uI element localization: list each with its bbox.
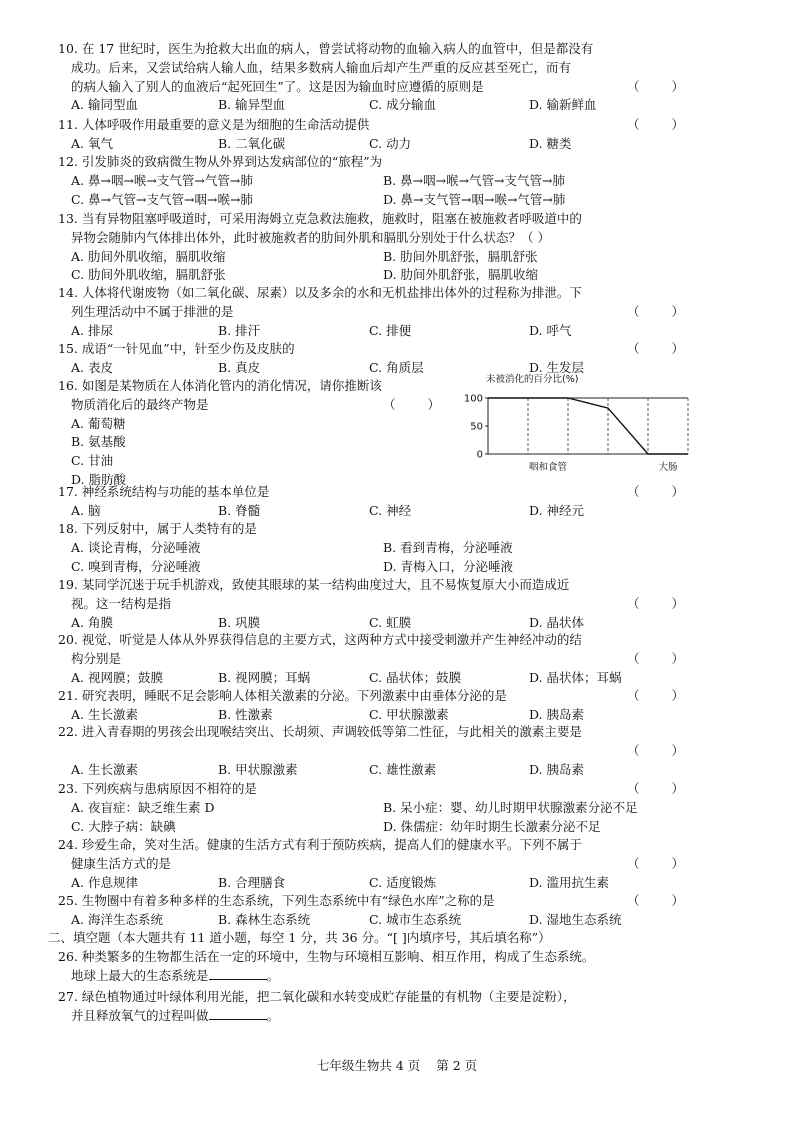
question-text: 的病人输入了别人的血液后“起死回生”了。这是因为输血时应遵循的原则是	[71, 78, 484, 94]
options	[58, 669, 698, 688]
option-a[interactable]: A. 角膜	[71, 614, 113, 630]
answer-paren[interactable]: （ ）	[627, 855, 698, 871]
section-title: 二、填空题（本大题共有 11 道小题，每空 1 分，共 36 分。“[ ]内填序号，其后填名称”）	[48, 930, 551, 945]
option-a[interactable]: A. 葡萄糖	[71, 415, 126, 431]
question-text: 地球上最大的生态系统是	[71, 967, 209, 983]
option-b[interactable]: B. 二氧化碳	[218, 135, 286, 151]
option-a[interactable]: A. 输同型血	[71, 97, 138, 113]
page-footer	[0, 1056, 794, 1074]
option-b[interactable]: B. 森林生态系统	[218, 911, 311, 927]
option-a[interactable]: A. 谈论青梅，分泌唾液	[71, 539, 201, 555]
option-a[interactable]: A. 表皮	[71, 359, 113, 375]
question-18	[58, 520, 698, 576]
options	[58, 248, 698, 267]
option-c[interactable]: C. 嗅到青梅，分泌唾液	[71, 558, 201, 574]
question-text: 14. 人体将代谢废物（如二氧化碳、尿素）以及多余的水和无机盐排出体外的过程称为排泄。下	[58, 285, 582, 300]
options	[58, 502, 698, 521]
option-b[interactable]: B. 甲状腺激素	[218, 761, 298, 777]
question-20	[58, 631, 698, 687]
question-24	[58, 836, 698, 892]
question-23	[58, 780, 698, 836]
question-text: 健康生活方式的是	[71, 855, 172, 871]
option-c[interactable]: C. 甘油	[71, 453, 114, 469]
option-d[interactable]: D. 胰岛素	[529, 761, 585, 777]
question-text: 并且释放氧气的过程叫做	[71, 1007, 209, 1023]
question-14	[58, 284, 698, 340]
option-a[interactable]: A. 生长激素	[71, 761, 138, 777]
option-d[interactable]: D. 鼻→支气管→咽→喉→气管→肺	[383, 191, 566, 207]
question-22	[58, 723, 698, 779]
option-c[interactable]: C. 角质层	[369, 359, 424, 375]
question-text: 12. 引发肺炎的致病微生物从外界到达发病部位的“旅程”为	[58, 154, 383, 169]
option-d[interactable]: D. 湿地生态系统	[529, 911, 622, 927]
answer-paren[interactable]: （ ）	[627, 893, 698, 908]
question-text: 物质消化后的最终产物是	[71, 396, 209, 412]
question-text: 15. 成语“一针见血”中，针至少伤及皮肤的	[58, 341, 295, 356]
options	[58, 761, 698, 780]
answer-blank[interactable]	[209, 1007, 267, 1020]
options	[58, 614, 698, 633]
options	[58, 96, 698, 115]
option-c[interactable]: C. 神经	[369, 502, 412, 518]
question-text: 20. 视觉、听觉是人体从外界获得信息的主要方式，这两种方式中接受刺激并产生神经冲动的结	[58, 632, 582, 647]
question-text: 构分别是	[71, 650, 122, 666]
answer-paren[interactable]: （ ）	[627, 742, 698, 758]
question-text: 。	[266, 1007, 280, 1023]
x-label: 咽和食管	[528, 462, 568, 473]
option-d[interactable]: D. 神经元	[529, 502, 585, 518]
question-text: 成功。后来，又尝试给病人输人血，结果多数病人输血后却产生严重的反应甚至死亡，而有	[71, 59, 572, 75]
question-text: 26. 种类繁多的生物都生活在一定的环境中，生物与环境相互影响、相互作用，构成了生态系统。	[58, 949, 595, 964]
option-d[interactable]: D. 晶状体	[529, 614, 585, 630]
option-d[interactable]: D. 脂肪酸	[71, 471, 127, 487]
option-a[interactable]: A. 海洋生态系统	[71, 911, 163, 927]
answer-paren[interactable]: （ ）	[627, 650, 698, 666]
x-label: 大肠	[658, 462, 678, 473]
question-text: 23. 下列疾病与患病原因不相符的是	[58, 781, 257, 796]
question-27	[58, 988, 698, 1026]
question-19	[58, 576, 698, 632]
option-a[interactable]: A. 生长激素	[71, 706, 138, 722]
options	[58, 799, 698, 818]
question-21	[58, 687, 698, 725]
options	[58, 706, 698, 725]
question-12	[58, 153, 698, 209]
question-text: 27. 绿色植物通过叶绿体利用光能，把二氧化碳和水转变成贮存能量的有机物（主要是淀粉），	[58, 989, 576, 1004]
question-16	[58, 377, 458, 490]
option-b[interactable]: B. 合理膳食	[218, 874, 286, 890]
option-a[interactable]: A. 鼻→咽→喉→支气管→气管→肺	[71, 172, 253, 188]
option-d[interactable]: D. 糖类	[529, 135, 572, 151]
option-d[interactable]: D. 呼气	[529, 322, 572, 338]
options	[58, 818, 698, 837]
option-a[interactable]: A. 视网膜；鼓膜	[71, 669, 163, 685]
question-text: 25. 生物圈中有着多种多样的生态系统，下列生态系统中有“绿色水库”之称的是	[58, 893, 495, 908]
answer-paren[interactable]: （ ）	[627, 484, 698, 499]
option-d[interactable]: D. 晶状体；耳蜗	[529, 669, 622, 685]
question-text: 16. 如图是某物质在人体消化管内的消化情况，请你推断该	[58, 378, 382, 393]
footer-total-pages: 七年级生物共 4 页	[316, 1058, 421, 1073]
option-c[interactable]: C. 大脖子病：缺碘	[71, 818, 176, 834]
question-10	[58, 40, 698, 115]
option-b[interactable]: B. 视网膜；耳蜗	[218, 669, 311, 685]
options	[58, 322, 698, 341]
option-a[interactable]: A. 脑	[71, 502, 101, 518]
question-text: 19. 某同学沉迷于玩手机游戏，致使其眼球的某一结构曲度过大，且不易恢复原大小而造成近	[58, 577, 570, 592]
option-c[interactable]: C. 鼻→气管→支气管→咽→喉→肺	[71, 191, 253, 207]
y-tick-label: 0	[476, 449, 483, 461]
question-text: 11. 人体呼吸作用最重要的意义是为细胞的生命活动提供	[58, 117, 370, 132]
option-b[interactable]: B. 排汗	[218, 322, 261, 338]
y-axis-title: 未被消化的百分比(%)	[486, 374, 579, 385]
option-d[interactable]: D. 肋间外肌舒张，膈肌收缩	[383, 267, 539, 283]
question-text: 列生理活动中不属于排泄的是	[71, 303, 234, 319]
option-a[interactable]: A. 排尿	[71, 322, 113, 338]
data-line	[488, 398, 688, 454]
answer-paren[interactable]: （ ）	[627, 688, 698, 703]
option-b[interactable]: B. 鼻→咽→喉→气管→支气管→肺	[383, 172, 566, 188]
y-tick-label: 50	[470, 421, 483, 433]
options	[58, 539, 698, 558]
option-c[interactable]: C. 适度锻炼	[369, 874, 437, 890]
option-d[interactable]: D. 生发层	[529, 359, 585, 375]
option-b[interactable]: B. 真皮	[218, 359, 261, 375]
option-a[interactable]: A. 夜盲症：缺乏维生素 D	[71, 799, 215, 815]
y-tick-label: 100	[463, 393, 483, 405]
option-b[interactable]: B. 脊髓	[218, 502, 261, 518]
digestion-chart	[456, 371, 702, 481]
answer-paren[interactable]: （ ）	[627, 303, 698, 319]
options	[58, 191, 698, 210]
option-c[interactable]: C. 甲状腺激素	[369, 706, 449, 722]
question-text: 18. 下列反射中，属于人类特有的是	[58, 521, 257, 536]
options	[58, 266, 698, 285]
option-c[interactable]: C. 肋间外肌收缩，膈肌舒张	[71, 267, 226, 283]
answer-paren[interactable]: （ ）	[627, 595, 698, 611]
question-text: 13. 当有异物阻塞呼吸道时，可采用海姆立克急救法施救，施救时，阻塞在被施救者呼吸道中的	[58, 211, 582, 226]
option-a[interactable]: A. 作息规律	[71, 874, 138, 890]
answer-blank[interactable]	[209, 967, 267, 980]
option-d[interactable]: D. 胰岛素	[529, 706, 585, 722]
option-b[interactable]: B. 巩膜	[218, 614, 261, 630]
option-b[interactable]: B. 肋间外肌舒张，膈肌舒张	[383, 248, 538, 264]
answer-paren[interactable]: （ ）	[627, 341, 698, 356]
option-c[interactable]: C. 虹膜	[369, 614, 412, 630]
answer-paren[interactable]: （ ）	[627, 781, 698, 796]
option-d[interactable]: D. 滥用抗生素	[529, 874, 610, 890]
options	[58, 558, 698, 577]
section-2-heading	[48, 929, 688, 948]
option-b[interactable]: B. 性激素	[218, 706, 273, 722]
options	[58, 135, 698, 154]
option-b[interactable]: B. 呆小症：婴、幼儿时期甲状腺激素分泌不足	[383, 799, 638, 815]
question-17	[58, 483, 698, 521]
option-a[interactable]: A. 肋间外肌收缩，膈肌收缩	[71, 248, 226, 264]
option-c[interactable]: C. 城市生态系统	[369, 911, 462, 927]
question-text: 异物会随肺内气体排出体外，此时被施救者的肋间外肌和膈肌分别处于什么状态？（ ）	[71, 229, 550, 245]
question-text: 10. 在 17 世纪时，医生为抢救大出血的病人，曾尝试将动物的血输入病人的血管中，但是都没有	[58, 41, 594, 56]
question-text: 17. 神经系统结构与功能的基本单位是	[58, 484, 270, 499]
question-text: 24. 珍爱生命，笑对生活。健康的生活方式有利于预防疾病，提高人们的健康水平。下列不属于	[58, 837, 582, 852]
question-11	[58, 116, 698, 154]
answer-paren[interactable]: （ ）	[627, 78, 698, 94]
option-b[interactable]: B. 输异型血	[218, 97, 286, 113]
option-a[interactable]: A. 氧气	[71, 135, 113, 151]
question-13	[58, 210, 698, 285]
option-c[interactable]: C. 动力	[369, 135, 412, 151]
answer-paren[interactable]: （ ）	[383, 396, 454, 412]
option-b[interactable]: B. 看到青梅，分泌唾液	[383, 539, 513, 555]
option-c[interactable]: C. 排便	[369, 322, 412, 338]
question-text: 21. 研究表明，睡眠不足会影响人体相关激素的分泌。下列激素中由垂体分泌的是	[58, 688, 507, 703]
answer-paren[interactable]: （ ）	[627, 117, 698, 132]
option-d[interactable]: D. 青梅入口，分泌唾液	[383, 558, 514, 574]
option-c[interactable]: C. 晶状体；鼓膜	[369, 669, 462, 685]
footer-page-number: 第 2 页	[436, 1058, 478, 1073]
question-text: 。	[266, 967, 280, 983]
option-b[interactable]: B. 氨基酸	[71, 434, 126, 450]
option-d[interactable]: D. 侏儒症：幼年时期生长激素分泌不足	[383, 818, 601, 834]
option-c[interactable]: C. 成分输血	[369, 97, 437, 113]
options	[58, 911, 698, 930]
options	[58, 874, 698, 893]
question-text: 22. 进入青春期的男孩会出现喉结突出、长胡须、声调较低等第二性征，与此相关的激素主要是	[58, 724, 582, 739]
question-25	[58, 892, 698, 930]
question-text: 视。这一结构是指	[71, 595, 172, 611]
question-26	[58, 948, 698, 986]
option-c[interactable]: C. 雄性激素	[369, 761, 437, 777]
options	[58, 172, 698, 191]
option-d[interactable]: D. 输新鲜血	[529, 97, 597, 113]
